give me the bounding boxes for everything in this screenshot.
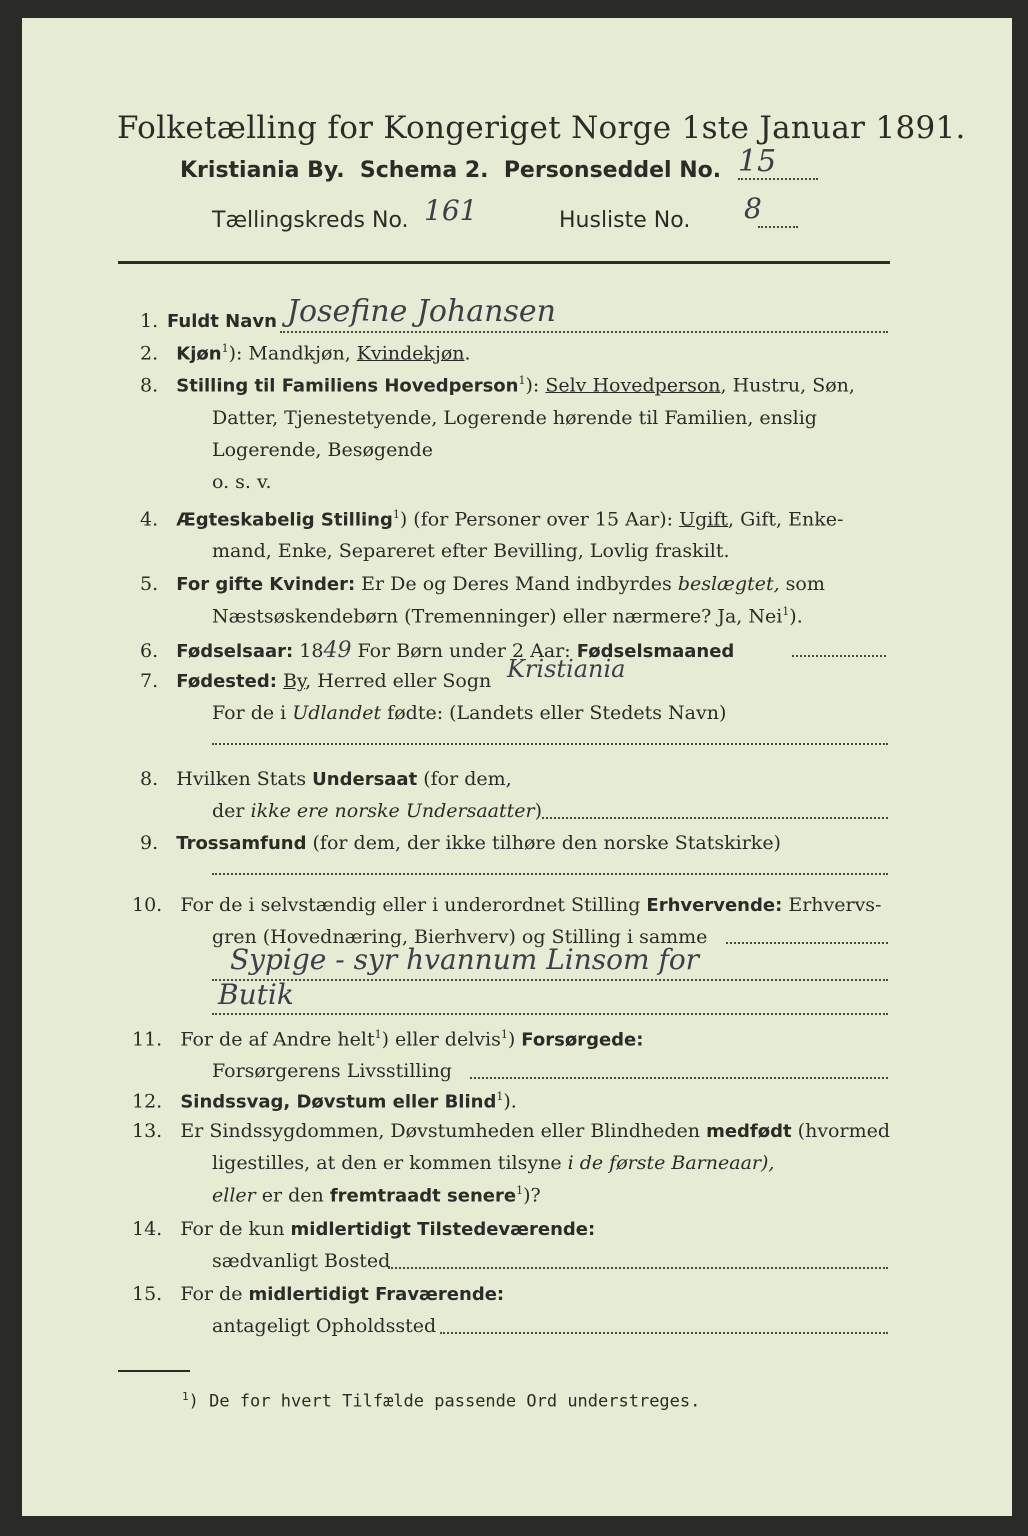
item-4-label: Ægteskabelig Stilling (176, 509, 393, 531)
item-2-text: ): Mandkjøn, (228, 342, 357, 365)
header-city (180, 158, 721, 183)
item-13-text1: Er Sindssygdommen, Døvstumheden eller Blindheden (180, 1120, 707, 1142)
item-7-line2 (212, 702, 726, 724)
item-3-rest: , Hustru, Søn, (720, 374, 855, 397)
item-8-line2it: ikke ere norske Undersaatter (250, 800, 535, 822)
item-11-sup1: 1 (374, 1028, 382, 1041)
item-13-number: 13. (132, 1120, 163, 1142)
item-14-dots (388, 1267, 888, 1269)
item-13-text2: (hvormed (791, 1120, 890, 1142)
schema: Schema 2. (359, 158, 489, 183)
item-8-label: Undersaat (312, 769, 418, 790)
footnote-sup: 1 (182, 1390, 189, 1403)
item-10-label: Erhvervende: (646, 895, 783, 916)
item-11-number: 11. (132, 1028, 163, 1051)
item-3-line2: Datter, Tjenestetyende, Logerende hørende til Familien, enslig (212, 407, 817, 429)
item-6 (140, 638, 734, 663)
item-12-sup: 1 (496, 1090, 504, 1103)
item-8-line2b: ) (534, 800, 542, 822)
item-6-label: Fødselsaar: (176, 641, 294, 662)
item-7-place: Kristiania (507, 655, 626, 683)
item-2 (140, 342, 471, 364)
item-9-dots (212, 873, 888, 875)
item-13-line3b: fremtraadt senere (329, 1185, 517, 1207)
city: Kristiania By. (180, 158, 345, 183)
item-14-number: 14. (132, 1218, 163, 1240)
item-13-line3it: eller (212, 1184, 256, 1207)
item-5-rest: som (779, 573, 825, 595)
item-3-sup: 1 (518, 374, 526, 387)
item-7-marked: By (282, 670, 306, 692)
item-6-number: 6. (140, 640, 159, 662)
item-7-dots (212, 743, 888, 745)
item-11-sup2: 1 (500, 1028, 508, 1041)
item-8-dots (542, 817, 888, 819)
item-3-label: Stilling til Familiens Hovedperson (176, 375, 519, 397)
item-8-text1: Hvilken Stats (176, 768, 313, 790)
item-1-dots (280, 331, 888, 333)
item-10-dots-2 (212, 979, 888, 981)
header-rule (118, 261, 890, 264)
item-4-marked: Ugift (679, 508, 729, 531)
item-11-line2: Forsørgerens Livsstilling (212, 1060, 452, 1082)
item-9-label: Trossamfund (176, 833, 307, 854)
item-10-dots (726, 942, 888, 944)
item-2-number: 2. (140, 342, 159, 365)
item-3-line3: Logerende, Besøgende (212, 439, 433, 461)
item-11 (132, 1028, 643, 1050)
item-10-text1: For de i selvstændig eller i underordnet Stilling (180, 894, 647, 916)
item-11-text1: For de af Andre helt (180, 1028, 375, 1051)
item-2-marked: Kvindekjøn (356, 342, 465, 365)
item-6-prefix: 18 (293, 640, 324, 662)
item-13-label: medfødt (706, 1121, 792, 1142)
husliste-label: Husliste No. (559, 208, 691, 233)
item-13-sup: 1 (516, 1184, 524, 1197)
census-form (22, 18, 1012, 1516)
item-5-italic: beslægtet, (677, 573, 780, 595)
item-5-number: 5. (140, 573, 159, 595)
husliste-dots (758, 226, 798, 228)
item-8 (140, 768, 512, 790)
item-5-label: For gifte Kvinder: (176, 574, 356, 595)
item-15-dots (440, 1332, 888, 1334)
item-11-text3: ) (507, 1028, 522, 1051)
item-10 (132, 894, 881, 916)
item-7-line2it: Udlandet (292, 702, 382, 724)
footnote-text: ) De for hvert Tilfælde passende Ord understreges. (188, 1391, 701, 1412)
item-5-text: Er De og Deres Mand indbyrdes (355, 573, 678, 595)
item-13-line2it: i de første Barneaar), (567, 1152, 775, 1174)
item-9-text: (for dem, der ikke tilhøre den norske Statskirke) (306, 832, 781, 854)
item-5 (140, 573, 825, 595)
personseddel-dots (738, 178, 818, 180)
item-4-line2: mand, Enke, Separeret efter Bevilling, Lovlig fraskilt. (212, 540, 730, 562)
item-10-occupation-2: Butik (218, 978, 294, 1011)
item-15-text1: For de (180, 1283, 249, 1305)
item-12 (132, 1090, 517, 1112)
item-9 (140, 832, 781, 854)
item-1-number: 1. (140, 310, 159, 332)
item-12-label: Sindssvag, Døvstum eller Blind (180, 1091, 497, 1113)
item-5-sup: 1 (782, 605, 790, 618)
item-7-line2b: fødte: (Landets eller Stedets Navn) (381, 702, 727, 724)
footnote (182, 1390, 700, 1412)
item-2-end: . (464, 342, 471, 365)
item-6-dots (792, 655, 886, 657)
item-5-line2: Næstsøskendebørn (Tremenninger) eller nærmere? Ja, Nei (212, 605, 783, 628)
item-3 (140, 374, 855, 396)
item-7 (140, 670, 491, 692)
item-15-label: midlertidigt Fraværende: (248, 1284, 505, 1305)
item-4-sup: 1 (392, 508, 400, 521)
item-8-line2a: der (212, 800, 251, 822)
item-9-number: 9. (140, 832, 159, 854)
item-12-end: ). (503, 1090, 517, 1113)
item-8-line2 (212, 800, 542, 822)
item-5-end: ). (789, 605, 803, 628)
item-13-line3c: )? (523, 1184, 541, 1207)
item-3-line4: o. s. v. (212, 471, 272, 493)
footnote-rule (118, 1370, 190, 1372)
item-4 (140, 508, 843, 530)
personseddel-label: Personseddel No. (503, 158, 722, 183)
item-7-line2a: For de i (212, 702, 293, 724)
item-3-colon: ): (525, 374, 540, 397)
item-5-line2-wrap (212, 605, 803, 627)
item-3-number: 8. (140, 374, 159, 397)
item-7-text: , Herred eller Sogn (305, 670, 492, 692)
item-14-label: midlertidigt Tilstedeværende: (290, 1219, 596, 1240)
item-2-sup: 1 (221, 342, 229, 355)
kreds-number: 161 (424, 194, 478, 227)
item-15 (132, 1283, 504, 1305)
form-title: Folketælling for Kongeriget Norge 1ste Januar 1891. (117, 110, 966, 146)
item-8-text2: (for dem, (417, 768, 512, 790)
item-11-dots (470, 1077, 888, 1079)
item-13-line2a: ligestilles, at den er kommen tilsyne (212, 1152, 568, 1174)
item-14-line2: sædvanligt Bosted (212, 1250, 391, 1272)
item-8-number: 8. (140, 768, 159, 790)
item-15-number: 15. (132, 1283, 163, 1305)
item-7-number: 7. (140, 670, 159, 692)
item-14 (132, 1218, 595, 1240)
item-7-label: Fødested: (176, 671, 277, 692)
item-4-rest: , Gift, Enke- (728, 508, 844, 531)
item-11-label: Forsørgede: (521, 1029, 644, 1051)
item-11-text2: ) eller delvis (381, 1028, 501, 1051)
item-3-marked: Selv Hovedperson (545, 374, 721, 397)
item-13-line3 (212, 1184, 541, 1206)
item-13-line2 (212, 1152, 774, 1174)
item-6-label2: Fødselsmaaned (576, 641, 735, 662)
kreds-label: Tællingskreds No. (212, 208, 409, 233)
husliste-number: 8 (744, 192, 762, 225)
item-4-text: ) (for Personer over 15 Aar): (399, 508, 680, 531)
item-1-name: Josefine Johansen (287, 294, 556, 329)
item-10-occupation-1: Sypige - syr hvannum Linsom for (230, 943, 700, 976)
item-4-number: 4. (140, 508, 159, 531)
item-13 (132, 1120, 890, 1142)
item-14-text1: For de kun (180, 1218, 291, 1240)
item-12-number: 12. (132, 1090, 163, 1113)
item-6-text: For Børn under 2 Aar: (351, 640, 577, 662)
personseddel-number: 15 (738, 144, 777, 179)
item-13-line3a: er den (255, 1184, 330, 1207)
item-1-label: Fuldt Navn (167, 311, 277, 332)
item-10-line2: gren (Hovednæring, Bierhverv) og Stilling i samme (212, 926, 708, 948)
item-10-text2: Erhvervs- (782, 894, 882, 916)
item-10-dots-3 (212, 1013, 888, 1015)
item-15-line2: antageligt Opholdssted (212, 1315, 437, 1337)
item-2-label: Kjøn (176, 343, 222, 365)
item-10-number: 10. (132, 894, 163, 916)
item-6-year: 49 (323, 638, 352, 663)
